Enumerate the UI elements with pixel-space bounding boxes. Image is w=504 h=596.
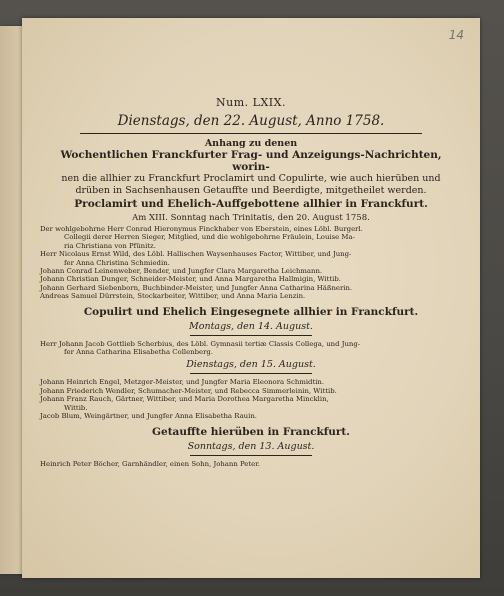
main-heading: [40, 150, 462, 196]
day-rule: [190, 373, 312, 374]
section-title-copulirt: Copulirt und Ehelich Eingesegnete allhier in Franckfurt.: [83, 305, 419, 318]
anhang-label: Anhang zu denen: [204, 138, 298, 149]
list-item: Wittib.: [64, 403, 88, 412]
day-rule: [190, 335, 312, 336]
list-item: Johann Franz Rauch, Gärtner, Wittiber, und Maria Dorothea Margaretha Mincklin,: [40, 395, 329, 404]
list-item: fer Anna Christina Schmiedin.: [64, 258, 170, 267]
day-heading: Dienstags, den 15. August.: [186, 359, 316, 371]
proclamation-list: [40, 225, 462, 301]
list-item: fer Anna Catharina Elisabetha Collenberg.: [64, 348, 213, 357]
dateline: Dienstags, den 22. August, Anno 1758.: [117, 113, 385, 129]
list-item: Johann Conrad Leinenweber, Bender, und Jungfer Clara Margaretha Leichmann.: [40, 267, 323, 276]
folio-number: 14: [448, 28, 464, 42]
list-item: Collegii derer Herren Sieger, Mitglied, und die wohlgebohrne Fräulein, Louise Ma-: [64, 233, 355, 242]
day-heading: Montags, den 14. August.: [189, 320, 313, 332]
header-rule: [80, 133, 422, 134]
section-title-getauffte: Getauffte hierüben in Franckfurt.: [152, 425, 350, 438]
section-subhead: Am XIII. Sonntag nach Trinitatis, den 20. August 1758.: [132, 213, 370, 223]
list-item: Johann Christian Dunger, Schneider-Meister, und Anna Margaretha Hallmigin, Wittib.: [40, 275, 341, 284]
page-text: [40, 96, 462, 468]
list-item: ria Christiana von Pfünitz.: [64, 241, 156, 250]
marriage-list: [40, 340, 462, 357]
list-item: Herr Johann Jacob Gottlieb Scherbius, des Löbl. Gymnasii tertiæ Classis Collega, und Jung-: [40, 339, 361, 348]
list-item: Der wohlgebohrne Herr Conrad Hieronymus Finckhaber von Eberstein, eines Löbl. Burgerl.: [40, 225, 363, 233]
document-page: [22, 18, 480, 578]
issue-number: Num. LXIX.: [216, 96, 286, 109]
day-rule: [190, 455, 312, 456]
list-item: Heinrich Peter Böcher, Garnhändler, einen Sohn, Johann Peter.: [40, 459, 260, 468]
list-item: Jacob Blum, Weingärtner, und Jungfer Anna Elisabetha Rauin.: [40, 412, 257, 421]
list-item: Andreas Samuel Dürrstein, Stockarbeiter, Wittiber, und Anna Maria Lenzin.: [40, 292, 306, 301]
list-item: Johann Gerhard Siebenborn, Buchbinder-Meister, und Jungfer Anna Catharina Häßnerin.: [40, 283, 353, 292]
list-item: Johann Heinrich Engel, Metzger-Meister, und Jungfer Maria Eleonora Schmidtin.: [40, 378, 325, 387]
list-item: Herr Nicolaus Ernst Wild, des Löbl. Hallischen Waysenhauses Factor, Wittiber, und Jung-: [40, 250, 352, 259]
list-item: Johann Friederich Wendler, Schumacher-Meister, und Rebecca Simmerleinin, Wittib.: [40, 386, 337, 395]
heading-line: nen die allhier zu Franckfurt Proclamirt und Copulirte, wie auch hierüben und: [61, 173, 441, 184]
marriage-list: [40, 378, 462, 420]
section-title-proclamirt: Proclamirt und Ehelich-Auffgebottene allhier in Franckfurt.: [74, 198, 428, 210]
day-heading: Sonntags, den 13. August.: [187, 440, 315, 452]
heading-line: drüben in Sachsenhausen Getauffte und Beerdigte, mitgetheilet werden.: [75, 184, 427, 196]
underlying-page-edge: [0, 26, 22, 574]
heading-line: Wochentlichen Franckfurter Frag- und Anzeigungs-Nachrichten, worin-: [60, 149, 442, 173]
baptism-list: [40, 460, 462, 468]
